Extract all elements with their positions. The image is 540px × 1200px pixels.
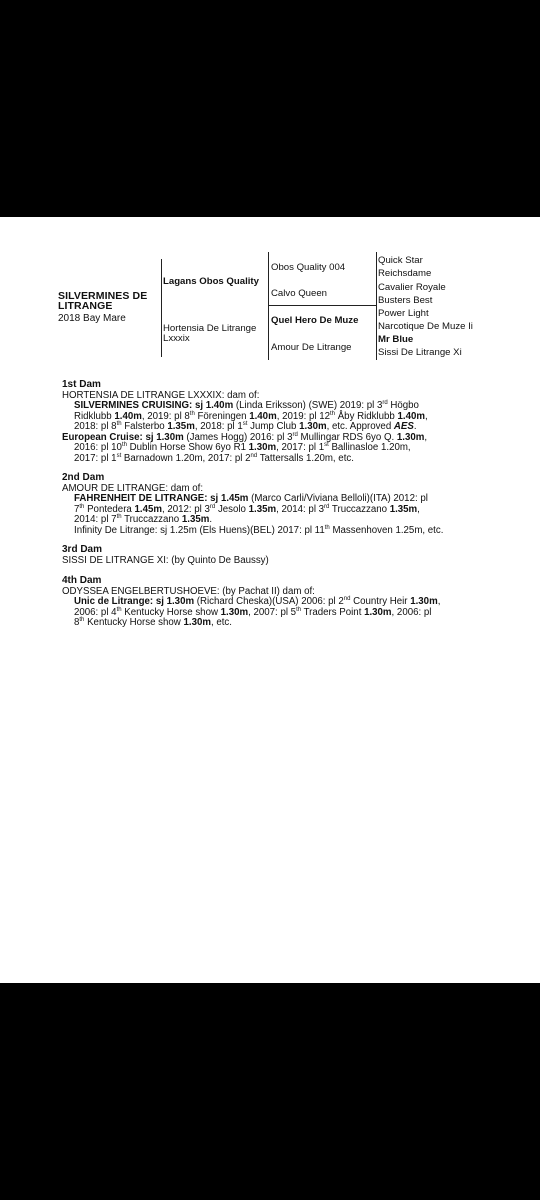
fourth-dam-section: 4th Dam ODYSSEA ENGELBERTUSHOEVE: (by Pachat II) dam of: Unic de Litrange: sj 1.30m (Richard Cheska)(USA) 2006: pl 2nd Country Heir 1.30m, 2006: pl 4th Kentucky Horse show 1.30m, 2007: pl 5th Traders Point 1.30m, 2006: pl 8th Kentucky Horse show 1.30m, etc. <box>62 575 441 628</box>
section-heading: 1st Dam <box>62 379 101 390</box>
horse-name: SILVERMINES DE LITRANGE <box>58 290 148 312</box>
dam-line: ODYSSEA ENGELBERTUSHOEVE: (by Pachat II) dam of: <box>62 585 315 597</box>
section-heading: 3rd Dam <box>62 544 103 555</box>
progeny-entry: Unic de Litrange: sj 1.30m (Richard Cheska)(USA) 2006: pl 2nd Country Heir 1.30m, <box>74 596 441 607</box>
sire-name: Lagans Obos Quality <box>163 276 259 287</box>
gen3-bracket <box>376 252 377 360</box>
dam-name: Hortensia De Litrange Lxxxix <box>163 323 257 344</box>
first-dam-section: 1st Dam HORTENSIA DE LITRANGE LXXXIX: dam of: SILVERMINES CRUISING: sj 1.40m (Linda Eriksson) (SWE) 2019: pl 3rd Högbo Ridklubb 1.40m, 2019: pl 8th Föreningen 1.40m, 2019: pl 12th Åby Ridklubb 1.40m, 2018: pl 8th Falsterbo 1.35m, 2018: pl 1st Jump Club 1.30m, etc. Approved AES. European Cruise: sj 1.30m (James Hogg) 2016: pl 3rd Mullingar RDS 6yo Q. 1.30m, 2016: pl 10th Dublin Horse Show 6yo R1 1.30m, 2017: pl 1st Ballinasloe 1.20m, 2017: pl 1st Barnadown 1.20m, 2017: pl 2nd Tattersalls 1.20m, etc. <box>62 379 428 464</box>
dam-line: SISSI DE LITRANGE XI: (by Quinto De Baussy) <box>62 554 269 566</box>
section-heading: 2nd Dam <box>62 472 105 483</box>
horse-description: 2018 Bay Mare <box>58 313 126 324</box>
dam-sire: Quel Hero De Muze <box>271 315 359 326</box>
third-dam-section <box>62 545 269 566</box>
sire-dam: Calvo Queen <box>271 288 327 299</box>
gg-3: Cavalier Royale <box>378 282 446 293</box>
horse-identity <box>58 291 158 324</box>
gen2-bracket <box>268 252 269 360</box>
progeny-entry: SILVERMINES CRUISING: sj 1.40m (Linda Eriksson) (SWE) 2019: pl 3rd Högbo <box>74 400 419 411</box>
sire-sire: Obos Quality 004 <box>271 262 346 273</box>
dam-line: AMOUR DE LITRANGE: dam of: <box>62 482 204 494</box>
gg-4: Busters Best <box>378 295 433 306</box>
dam-line: HORTENSIA DE LITRANGE LXXXIX: dam of: <box>62 389 260 401</box>
gen1-bracket <box>161 259 162 357</box>
second-dam-section: 2nd Dam AMOUR DE LITRANGE: dam of: FAHRENHEIT DE LITRANGE: sj 1.45m (Marco Carli/Viviana Belloli)(ITA) 2012: pl 7th Pontedera 1.45m, 2012: pl 3rd Jesolo 1.35m, 2014: pl 3rd Truccazzano 1.35m, 2014: pl 7th Truccazzano 1.35m. Infinity De Litrange: sj 1.25m (Els Huens)(BEL) 2017: pl 11th Massenhoven 1.25m, etc. <box>62 472 444 536</box>
progeny-entry: Infinity De Litrange: sj 1.25m (Els Huens)(BEL) 2017: pl 11th Massenhoven 1.25m, etc. <box>74 524 444 536</box>
progeny-entry: European Cruise: sj 1.30m (James Hogg) 2016: pl 3rd Mullingar RDS 6yo Q. 1.30m, <box>62 431 428 443</box>
gg-5: Power Light <box>378 308 429 319</box>
gg-1: Quick Star <box>378 255 423 266</box>
gg-2: Reichsdame <box>378 268 432 279</box>
gg-7: Mr Blue <box>378 334 414 345</box>
progeny-entry: FAHRENHEIT DE LITRANGE: sj 1.45m (Marco Carli/Viviana Belloli)(ITA) 2012: pl <box>74 493 428 504</box>
gg-8: Sissi De Litrange Xi <box>378 347 462 358</box>
gen2-divider <box>268 305 376 306</box>
section-heading: 4th Dam <box>62 575 102 586</box>
gg-6: Narcotique De Muze Ii <box>378 321 473 332</box>
dam-dam: Amour De Litrange <box>271 342 352 353</box>
